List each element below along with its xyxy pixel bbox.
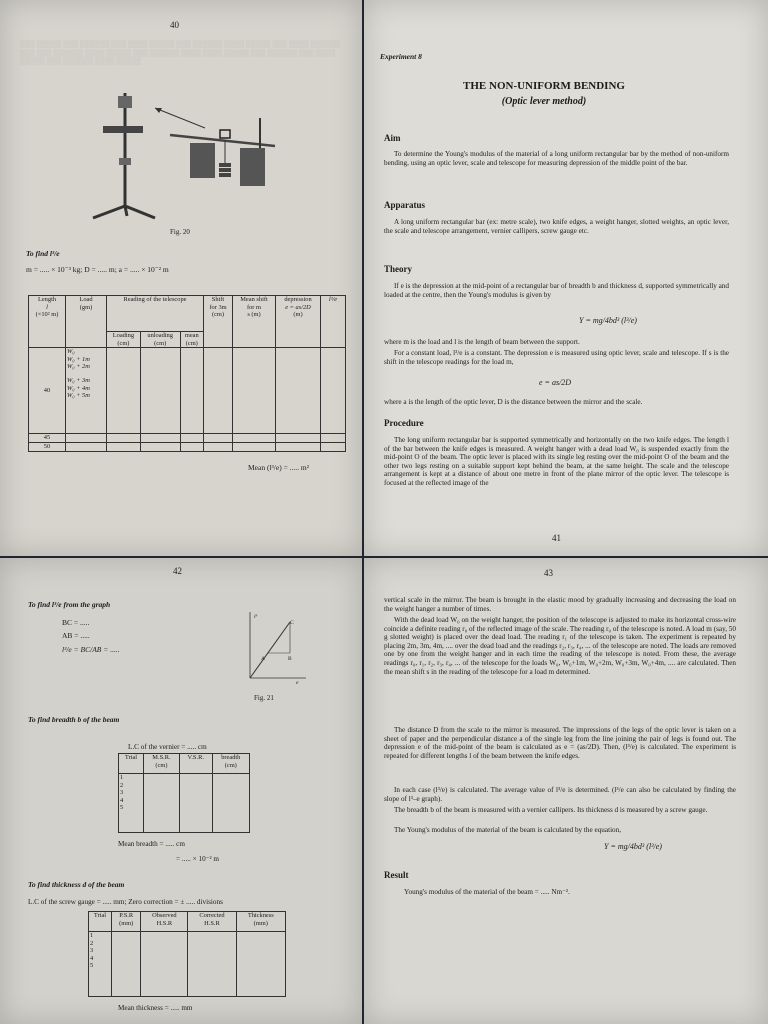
ab-value: AB = ..... bbox=[62, 631, 90, 640]
header-loading: Loading (cm) bbox=[107, 332, 141, 348]
header-unloading: unloading (cm) bbox=[140, 332, 180, 348]
apparatus-figure bbox=[85, 88, 285, 223]
units-line: m = ..... × 10⁻³ kg; D = ..... m; a = ..... × 10⁻² m bbox=[26, 265, 169, 274]
table-cell bbox=[107, 348, 141, 434]
table-header: breadth (cm) bbox=[212, 754, 249, 774]
x-axis-label: e bbox=[296, 680, 299, 686]
page-41 bbox=[364, 0, 768, 556]
header-reading: Reading of the telescope bbox=[107, 296, 204, 332]
section-heading: To find thickness d of the beam bbox=[28, 880, 125, 889]
arrow-line bbox=[155, 108, 205, 128]
page-40 bbox=[0, 0, 362, 556]
clamp bbox=[119, 158, 131, 165]
stand-leg bbox=[93, 206, 125, 218]
formula-youngs-modulus: Y = mg/4bd³ (l³/e) bbox=[579, 316, 637, 325]
theory-text: For a constant load, l³/e is a constant. The depression e is measured using optic lever, scale and telescope. If s is the shift in the telescope readings for the load m, bbox=[384, 349, 729, 366]
header-length: Length l (×10² m) bbox=[29, 296, 66, 348]
formula-depression: e = as/2D bbox=[539, 378, 572, 387]
table-header: M.S.R. (cm) bbox=[144, 754, 180, 774]
point-label: A bbox=[261, 656, 265, 662]
point-label: B bbox=[288, 656, 292, 662]
section-heading: To find breadth b of the beam bbox=[28, 715, 120, 724]
screw-gauge-lc: L.C of the screw gauge = ..... mm; Zero correction = ± ..... divisions bbox=[28, 898, 223, 906]
apparatus-heading: Apparatus bbox=[384, 200, 426, 210]
theory-text: If e is the depression at the mid-point of a rectangular bar of breadth b and thickness d, supported symmetrically and loaded at the centre, then the Young's modulus is given by bbox=[384, 282, 729, 299]
result-heading: Result bbox=[384, 870, 409, 880]
trial-numbers: 1 2 3 4 5 bbox=[119, 774, 144, 833]
procedure-continued: The Young's modulus of the material of the beam is calculated by the equation, bbox=[394, 826, 622, 834]
fig-label: Fig. 20 bbox=[170, 228, 190, 236]
experiment-label: Experiment 8 bbox=[380, 52, 422, 61]
table-cell bbox=[180, 348, 203, 434]
page-number: 40 bbox=[170, 20, 179, 30]
graph-line bbox=[250, 622, 290, 678]
theory-heading: Theory bbox=[384, 264, 412, 274]
length-cell: 40 bbox=[29, 348, 66, 434]
procedure-continued: The distance D from the scale to the mirror is measured. The impressions of the legs of the optic lever is taken on a sheet of paper and the perpendicular distance a of the single leg from the line joining the pair of legs is found out. The depression e of the mid-point of the beam is calculated as e = (as/2D). Then, (l³/e) is calculated. The experiment is repeated for different lengths l of the beam between the knife edges. bbox=[384, 726, 736, 760]
header-mean-shift: Mean shift for m s (m) bbox=[233, 296, 276, 348]
table-cell bbox=[276, 348, 321, 434]
fig-label: Fig. 21 bbox=[254, 694, 274, 702]
mean-breadth: Mean breadth = ..... cm bbox=[118, 840, 185, 848]
optic-lever-mirror bbox=[220, 130, 230, 138]
table-header: V.S.R. bbox=[179, 754, 212, 774]
header-depression: depression e = as/2D (m) bbox=[276, 296, 321, 348]
point-label: C bbox=[290, 620, 294, 626]
slotted-weight bbox=[219, 168, 231, 172]
mean-value: Mean (l³/e) = ..... m² bbox=[248, 463, 310, 472]
mean-breadth-si: = ..... × 10⁻² m bbox=[176, 855, 220, 863]
trial-numbers: 1 2 3 4 5 bbox=[89, 932, 112, 997]
section-heading: To find l³/e bbox=[26, 249, 60, 258]
table-header: Thickness (mm) bbox=[236, 912, 285, 932]
bc-value: BC = ..... bbox=[62, 618, 90, 627]
page-number: 41 bbox=[552, 533, 561, 543]
table-header: Trial bbox=[119, 754, 144, 774]
mean-thickness: Mean thickness = ..... mm bbox=[118, 1004, 193, 1012]
procedure-continued: vertical scale in the mirror. The beam is brought in the elastic mood by gradually increasing and decreasing the load on the weight hanger a number of times. bbox=[384, 596, 736, 613]
header-shift: Shift for 3m (cm) bbox=[204, 296, 233, 348]
theory-text: where a is the length of the optic lever, D is the distance between the mirror and the scale. bbox=[384, 398, 643, 406]
slotted-weight bbox=[219, 163, 231, 167]
ratio-line: l³/e = BC/AB = ..... bbox=[62, 645, 120, 654]
procedure-heading: Procedure bbox=[384, 418, 424, 428]
theory-text: where m is the load and l is the length of beam between the support. bbox=[384, 338, 580, 346]
table-header: P.S.R (mm) bbox=[112, 912, 141, 932]
procedure-continued: With the dead load W₀ on the weight hanger, the position of the telescope is adjusted to make its horizontal cross-wire coincide a definite reading r₀ of the reflected image of the scale. The reading r₀ of the telescope is noted. A load m (say, 50 g slotted weight) is placed over the dead load. The reading r₁ of the telescope is taken. The experiment is repeated by placing 2m, 3m, 4m, .... over the dead load and the readings r₂, r₃, r₄, ... of the telescope are noted. The loads are removed one by one from the weight hanger and in each time the reading of the telescope is noted. From these, the average readings r₀, r₁, r₂, r₃, r₄, ... of the telescope for the loads W₀, W₀+1m, W₀+2m, W₀+3m, W₀+4m, .... are calculated. Then the mean shift s in the reading of the telescope for a load m determined. bbox=[384, 616, 736, 676]
length-cell: 45 bbox=[29, 434, 66, 443]
formula-youngs-modulus: Y = mg/4bd³ (l³/e) bbox=[604, 842, 662, 851]
table-cell bbox=[140, 348, 180, 434]
table-header: Observed H.S.R bbox=[141, 912, 188, 932]
slotted-weight bbox=[219, 173, 231, 177]
page-title: THE NON-UNIFORM BENDING bbox=[463, 80, 625, 92]
procedure-text: The long uniform rectangular bar is supported symmetrically and horizontally on the two knife edges. The length l of the bar between the knife edges is measured. A weight hanger with a dead load W₀ is suspended exactly from the mid-point O of the beam. The optic lever is placed with its single leg resting over the mid-point O of the beam and the other two legs resting on a suitable support kept behind the beam, at the same height. The scale and the telescope arrangement is kept at a distance of about one metre in front of the plane mirror of the optic lever. The telescope is focused at the reflected image of the bbox=[384, 436, 729, 487]
table-header: Trial bbox=[89, 912, 112, 932]
breadth-table bbox=[118, 753, 250, 833]
page-42 bbox=[0, 558, 362, 1024]
table-cell bbox=[321, 348, 346, 434]
stand-leg bbox=[125, 206, 155, 218]
apparatus-text: A long uniform rectangular bar (ex: metre scale), two knife edges, a weight hanger, slotted weights, an optic lever, the scale and telescope arrangement, vernier callipers, screw gauge etc. bbox=[384, 218, 729, 235]
procedure-continued: The breadth b of the beam is measured with a vernier callipers. Its thickness d is measured by a screw gauge. bbox=[394, 806, 708, 814]
scale-clamp bbox=[118, 96, 132, 108]
table-cell bbox=[233, 348, 276, 434]
table-header: Corrected H.S.R bbox=[188, 912, 236, 932]
aim-text: To determine the Young's modulus of the material of a long uniform rectangular bar by the method of non-uniform bending, using an optic lever, scale and telescope for measuring depression of the middle point of the bar. bbox=[384, 150, 729, 167]
page-number: 42 bbox=[173, 566, 182, 576]
result-text: Young's modulus of the material of the beam = ..... Nm⁻². bbox=[404, 888, 570, 896]
loads-cell: W₀ W₀ + 1m W₀ + 2m W₀ + 3m W₀ + 4m W₀ + 5m bbox=[66, 348, 107, 434]
header-load: Load (gm) bbox=[66, 296, 107, 348]
bleed-through-text: ▒▒▒ ▒▒▒▒▒ ▒▒▒ ▒▒▒▒▒▒ ▒▒▒ ▒▒▒▒ ▒▒▒▒▒ ▒▒▒ ▒▒▒▒▒▒ ▒▒▒▒ ▒▒▒▒▒ ▒▒▒ ▒▒▒▒ ▒▒▒▒▒▒ ▒▒▒ ▒▒▒ ▒▒▒▒▒▒ ▒▒▒▒ ▒▒▒▒▒ ▒▒▒ ▒▒▒▒▒▒ ▒▒▒▒ ▒▒▒▒ ▒▒▒▒▒ ▒▒▒ ▒▒▒▒▒▒ ▒▒▒ ▒▒▒▒ ▒▒▒▒▒ ▒▒▒ ▒▒▒▒▒▒ ▒▒▒▒ ▒▒▒▒▒ bbox=[20, 40, 341, 66]
page-number: 43 bbox=[544, 568, 553, 578]
slope-graph bbox=[228, 606, 308, 688]
telescope bbox=[103, 126, 143, 133]
readings-table bbox=[28, 295, 346, 452]
aim-heading: Aim bbox=[384, 133, 401, 143]
y-axis-label: l³ bbox=[254, 614, 258, 620]
knife-edge-block bbox=[240, 148, 265, 186]
page-43 bbox=[364, 558, 768, 1024]
section-heading: To find l³/e from the graph bbox=[28, 600, 111, 609]
header-ratio: l³/e bbox=[321, 296, 346, 348]
knife-edge-block bbox=[190, 143, 215, 178]
thickness-table bbox=[88, 911, 286, 997]
procedure-continued: In each case (l³/e) is calculated. The average value of l³/e is determined. (l³/e can also be calculated by finding the slope of l³–e graph). bbox=[384, 786, 736, 803]
length-cell: 50 bbox=[29, 443, 66, 452]
stand-leg bbox=[125, 206, 127, 216]
page-subtitle: (Optic lever method) bbox=[501, 96, 587, 107]
vernier-lc: L.C of the vernier = ..... cm bbox=[128, 743, 207, 751]
table-cell bbox=[204, 348, 233, 434]
header-mean: mean (cm) bbox=[180, 332, 203, 348]
